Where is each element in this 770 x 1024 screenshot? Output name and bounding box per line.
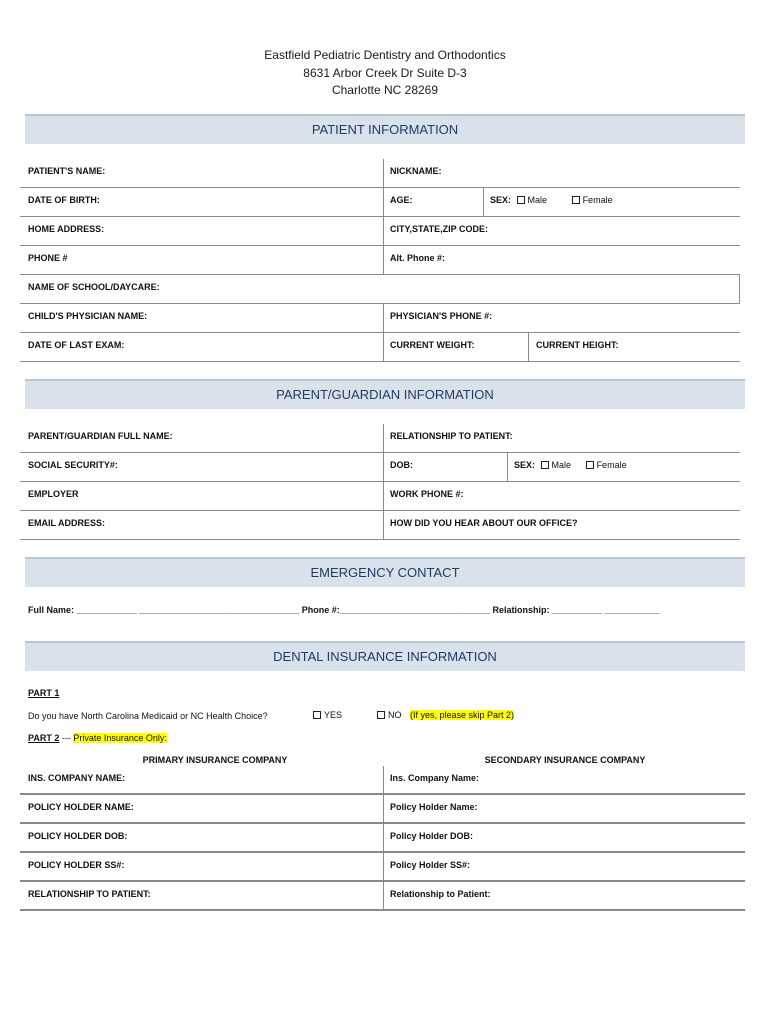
guardian-female-checkbox[interactable] bbox=[586, 461, 594, 469]
patient-row-dob bbox=[20, 188, 740, 217]
email-field[interactable]: EMAIL ADDRESS: bbox=[28, 518, 106, 528]
weight-field[interactable]: CURRENT WEIGHT: bbox=[390, 340, 475, 350]
practice-city: Charlotte NC 28269 bbox=[331, 83, 439, 97]
patient-row-address bbox=[20, 217, 740, 246]
insurance-title: DENTAL INSURANCE INFORMATION bbox=[273, 649, 497, 664]
patient-name-field[interactable]: PATIENT'S NAME: bbox=[28, 166, 106, 176]
emergency-relationship-blank[interactable]: __________ ___________ bbox=[552, 605, 660, 615]
medicaid-yes-option bbox=[313, 710, 342, 720]
medicaid-no-label: NO bbox=[388, 710, 402, 720]
medicaid-yes-label: YES bbox=[324, 710, 343, 720]
ssn-field[interactable]: SOCIAL SECURITY#: bbox=[28, 460, 118, 470]
primary-holder-name-field[interactable]: POLICY HOLDER NAME: bbox=[28, 802, 134, 812]
guardian-row-employer bbox=[20, 482, 740, 511]
emergency-phone-blank[interactable]: ______________________________ bbox=[339, 605, 490, 615]
insurance-row bbox=[20, 853, 745, 882]
school-field[interactable]: NAME OF SCHOOL/DAYCARE: bbox=[28, 282, 160, 292]
relationship-field[interactable]: RELATIONSHIP TO PATIENT: bbox=[390, 431, 513, 441]
female-label: Female bbox=[582, 195, 613, 205]
insurance-row bbox=[20, 824, 745, 853]
guardian-row-ssn bbox=[20, 453, 740, 482]
patient-row-phone bbox=[20, 246, 740, 275]
guardian-row-email bbox=[20, 511, 740, 540]
guardian-row-name bbox=[20, 424, 740, 453]
part2-note: Private Insurance Only: bbox=[73, 733, 167, 743]
emergency-phone-label: Phone #: bbox=[301, 605, 340, 615]
secondary-holder-name-field[interactable]: Policy Holder Name: bbox=[390, 802, 478, 812]
guardian-dob-field[interactable]: DOB: bbox=[390, 460, 413, 470]
physician-name-field[interactable]: CHILD'S PHYSICIAN NAME: bbox=[28, 311, 148, 321]
medicaid-no-checkbox[interactable] bbox=[377, 711, 385, 719]
patient-info-banner bbox=[25, 114, 745, 144]
guardian-info-banner bbox=[25, 379, 745, 409]
emergency-title: EMERGENCY CONTACT bbox=[310, 565, 460, 580]
age-field[interactable]: AGE: bbox=[390, 195, 413, 205]
sex-label: SEX: bbox=[490, 195, 512, 205]
city-state-zip-field[interactable]: CITY,STATE,ZIP CODE: bbox=[390, 224, 489, 234]
last-exam-field[interactable]: DATE OF LAST EXAM: bbox=[28, 340, 125, 350]
phone-field[interactable]: PHONE # bbox=[28, 253, 68, 263]
nickname-field[interactable]: NICKNAME: bbox=[390, 166, 442, 176]
primary-insurance-heading: PRIMARY INSURANCE COMPANY bbox=[142, 755, 288, 765]
emergency-name-blank[interactable]: ____________ ________________________________ bbox=[76, 605, 300, 615]
patient-row-school bbox=[20, 275, 740, 304]
guardian-sex-group bbox=[514, 453, 627, 481]
guardian-sex-label: SEX: bbox=[514, 460, 536, 470]
secondary-holder-dob-field[interactable]: Policy Holder DOB: bbox=[390, 831, 474, 841]
guardian-male-checkbox[interactable] bbox=[541, 461, 549, 469]
male-label: Male bbox=[527, 195, 548, 205]
secondary-holder-ssn-field[interactable]: Policy Holder SS#: bbox=[390, 860, 471, 870]
primary-holder-ssn-field[interactable]: POLICY HOLDER SS#: bbox=[28, 860, 125, 870]
height-field[interactable]: CURRENT HEIGHT: bbox=[536, 340, 619, 350]
practice-street: 8631 Arbor Creek Dr Suite D-3 bbox=[303, 65, 467, 80]
female-checkbox[interactable] bbox=[572, 196, 580, 204]
insurance-row bbox=[20, 882, 745, 911]
patient-row-exam bbox=[20, 333, 740, 362]
practice-header bbox=[0, 47, 770, 100]
secondary-company-field[interactable]: Ins. Company Name: bbox=[390, 773, 480, 783]
primary-holder-dob-field[interactable]: POLICY HOLDER DOB: bbox=[28, 831, 128, 841]
guardian-name-field[interactable]: PARENT/GUARDIAN FULL NAME: bbox=[28, 431, 173, 441]
part2-line bbox=[28, 733, 167, 743]
home-address-field[interactable]: HOME ADDRESS: bbox=[28, 224, 105, 234]
dob-field[interactable]: DATE OF BIRTH: bbox=[28, 195, 100, 205]
secondary-relationship-field[interactable]: Relationship to Patient: bbox=[390, 889, 491, 899]
primary-relationship-field[interactable]: RELATIONSHIP TO PATIENT: bbox=[28, 889, 151, 899]
emergency-name-label: Full Name: bbox=[28, 605, 75, 615]
medicaid-question: Do you have North Carolina Medicaid or NC Health Choice? bbox=[28, 711, 268, 721]
patient-row-physician bbox=[20, 304, 740, 333]
insurance-row bbox=[20, 795, 745, 824]
alt-phone-field[interactable]: Alt. Phone #: bbox=[390, 253, 446, 263]
emergency-line bbox=[28, 605, 660, 615]
primary-company-field[interactable]: INS. COMPANY NAME: bbox=[28, 773, 126, 783]
part2-dash: --- bbox=[59, 733, 74, 743]
practice-name: Eastfield Pediatric Dentistry and Orthodontics bbox=[264, 48, 506, 62]
guardian-info-title: PARENT/GUARDIAN INFORMATION bbox=[276, 387, 494, 402]
medicaid-yes-checkbox[interactable] bbox=[313, 711, 321, 719]
work-phone-field[interactable]: WORK PHONE #: bbox=[390, 489, 464, 499]
skip-note: (If yes, please skip Part 2) bbox=[410, 710, 515, 720]
secondary-insurance-heading: SECONDARY INSURANCE COMPANY bbox=[484, 755, 646, 765]
employer-field[interactable]: EMPLOYER bbox=[28, 489, 79, 499]
guardian-male-label: Male bbox=[551, 460, 572, 470]
patient-row-name bbox=[20, 159, 740, 188]
part2-label: PART 2 bbox=[28, 733, 60, 743]
insurance-row bbox=[20, 766, 745, 795]
patient-sex-group bbox=[490, 188, 613, 216]
medicaid-no-option bbox=[377, 710, 514, 720]
physician-phone-field[interactable]: PHYSICIAN'S PHONE #: bbox=[390, 311, 493, 321]
guardian-female-label: Female bbox=[596, 460, 627, 470]
male-checkbox[interactable] bbox=[517, 196, 525, 204]
emergency-relationship-label: Relationship: bbox=[492, 605, 550, 615]
patient-info-title: PATIENT INFORMATION bbox=[311, 122, 459, 137]
emergency-banner bbox=[25, 557, 745, 587]
insurance-banner bbox=[25, 641, 745, 671]
part1-label: PART 1 bbox=[28, 688, 60, 698]
hear-about-field[interactable]: HOW DID YOU HEAR ABOUT OUR OFFICE? bbox=[390, 518, 578, 528]
